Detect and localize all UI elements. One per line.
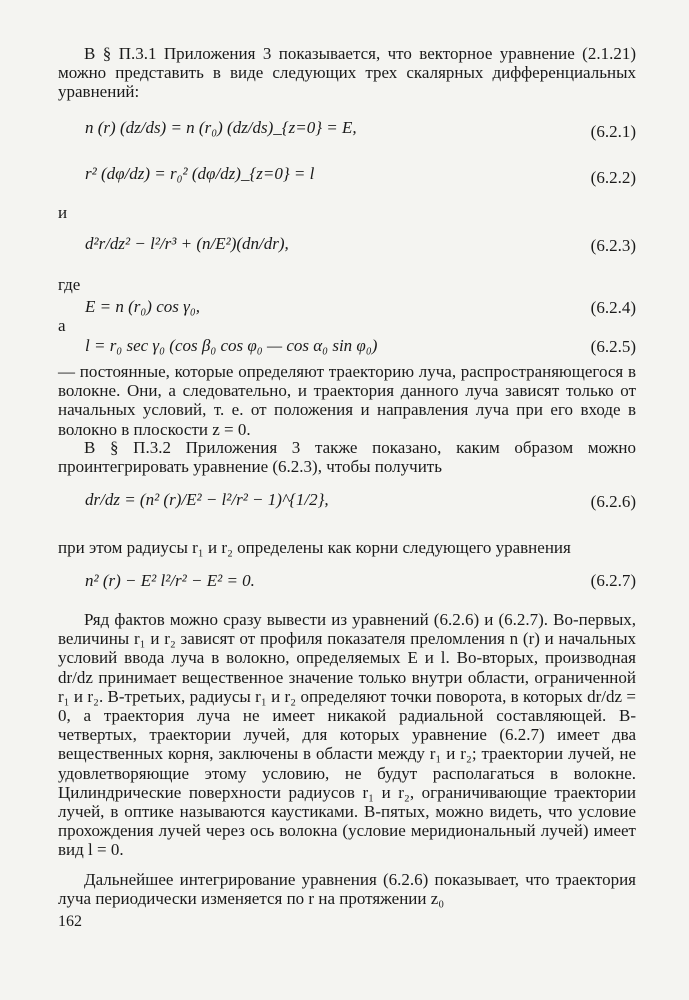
- equation-number-6-2-1: (6.2.1): [590, 122, 636, 141]
- paragraph-facts: Ряд фактов можно сразу вывести из уравнений (6.2.6) и (6.2.7). Во-первых, величины r₁ и r₂ зависят от профиля показателя преломления n (r) и начальных условий ввода луча в волокно, определяемых E и l. Во-вторых, производная dr/dz принимает вещественное значение только внутри области, ограниченной r₁ и r₂. В-третьих, радиусы r₁ и r₂ определяют точки поворота, в которых dr/dz = 0, а траектория луча не имеет никакой радиальной составляющей. В-четвертых, траектории лучей, для которых уравнение (6.2.7) имеет два вещественных корня, заключены в области между r₁ и r₂; траектории лучей, не удовлетворяющие этому условию, не будут располагаться в волокне. Цилиндрические поверхности радиусов r₁ и r₂, ограничивающие траектории лучей, в оптике называются каустиками. В-пятых, можно видеть, что условие прохождения лучей через ось волокна (условие меридиональный лучей) имеет вид l = 0.: [58, 610, 636, 860]
- paragraph-constants: — постоянные, которые определяют траекторию луча, распространяющегося в волокне. Они, а следовательно, и траектория данного луча зависят только от начальных условий, т. е. от положения и направления луча при его входе в волокно в плоскости z = 0.: [58, 362, 636, 439]
- equation-number-6-2-2: (6.2.2): [590, 168, 636, 187]
- connector-a: а: [58, 316, 66, 335]
- paragraph-further: Дальнейшее интегрирование уравнения (6.2.6) показывает, что траектория луча периодически изменяется по r на протяжении z₀: [58, 870, 636, 909]
- equation-number-6-2-6: (6.2.6): [590, 492, 636, 511]
- connector-where: где: [58, 275, 81, 294]
- equation-6-2-6: dr/dz = (n² (r)/E² − l²/r² − 1)^{1/2},: [85, 490, 329, 509]
- connector-and: и: [58, 203, 68, 222]
- equation-number-6-2-4: (6.2.4): [590, 298, 636, 317]
- paragraph-appendix-ref: В § П.3.2 Приложения 3 также показано, каким образом можно проинтегрировать уравнение (6.2.3), чтобы получить: [58, 438, 636, 477]
- page-number: 162: [58, 913, 82, 930]
- equation-number-6-2-7: (6.2.7): [590, 571, 636, 590]
- equation-6-2-1: n (r) (dz/ds) = n (r₀) (dz/ds)_{z=0} = E,: [85, 118, 357, 137]
- equation-number-6-2-5: (6.2.5): [590, 337, 636, 356]
- equation-number-6-2-3: (6.2.3): [590, 236, 636, 255]
- equation-6-2-3: d²r/dz² − l²/r³ + (n/E²)(dn/dr),: [85, 234, 289, 253]
- paragraph-intro: В § П.3.1 Приложения 3 показывается, что векторное уравнение (2.1.21) можно представить в виде следующих трех скалярных дифференциальных уравнений:: [58, 44, 636, 102]
- paragraph-radii: при этом радиусы r₁ и r₂ определены как корни следующего уравнения: [58, 538, 571, 557]
- equation-6-2-4: E = n (r₀) cos γ₀,: [85, 297, 200, 316]
- equation-6-2-7: n² (r) − E² l²/r² − E² = 0.: [85, 571, 255, 590]
- equation-6-2-5: l = r₀ sec γ₀ (cos β₀ cos φ₀ — cos α₀ sin φ₀): [85, 336, 378, 355]
- equation-6-2-2: r² (dφ/dz) = r₀² (dφ/dz)_{z=0} = l: [85, 164, 315, 183]
